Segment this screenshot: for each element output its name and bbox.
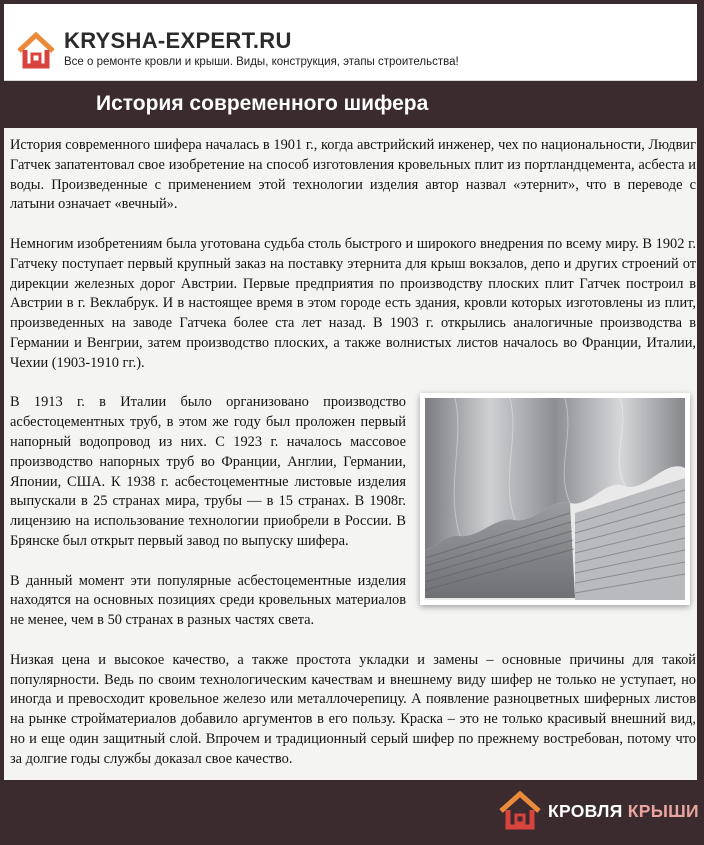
article-paragraph-3: В 1913 г. в Италии было организовано производство асбестоцементных труб, в этом же году был проложен первый напорный водопровод из них. С 1923 г. началось массовое производство напорных труб во Франции, Англии, Германии, Японии, США. К 1938 г. асбестоцементные листовые изделия выпускали в 25 странах мира, трубы — в 15 странах. В 1908г. лицензию на использование технологии приобрели в России. В Брянске был открыт первый завод по выпуску шифера. xyxy=(10,394,406,549)
footer-brand-part1: КРОВЛЯ xyxy=(548,801,623,821)
page-title: История современного шифера xyxy=(96,92,429,115)
article-text xyxy=(10,136,696,789)
article-paragraph-1: История современного шифера началась в 1901 г., когда австрийский инженер, чех по национальности, Людвиг Гатчек запатентовал свое изобретение на способ изготовления кровельных плит из портландцемента, асбеста и воды. Произведенные с применением этой технологии изделия автор назвал «этернит», что в переводе с латыни означает «вечный». xyxy=(10,137,696,213)
site-header xyxy=(4,4,697,81)
site-name[interactable]: KRYSHA-EXPERT.RU xyxy=(64,28,292,53)
footer-brand-part2: КРЫШИ xyxy=(627,801,699,821)
footer-brand[interactable] xyxy=(548,801,699,822)
article-content xyxy=(4,128,697,780)
corrugated-slate-sheets-image xyxy=(420,393,690,605)
article-paragraph-5: Низкая цена и высокое качество, а также простота укладки и замены – основные причины для такой популярности. Ведь по своим технологическим качествам и внешнему виду шифер не только не уступает, но иногда и превосходит кровельное железо или металлочерепицу. А появление разноцветных шиферных листов на рынке стройматериалов добавило аргументов в его пользу. Краска – это не только красивый внешний вид, но и еще один защитный слой. Впрочем и традиционный серый шифер по прежнему востребован, потому что за долгие годы службы доказал свое качество. xyxy=(10,651,696,767)
house-roof-icon[interactable] xyxy=(16,30,56,70)
house-roof-icon[interactable] xyxy=(498,789,542,831)
site-tagline: Все о ремонте кровли и крыши. Виды, конструкция, этапы строительства! xyxy=(64,56,459,68)
article-paragraph-2: Немногим изобретениям была уготована судьба столь быстрого и широкого внедрения по всему миру. В 1902 г. Гатчеку поступает первый крупный заказ на поставку этернита для крыш вокзалов, депо и других строений от дирекции железных дорог Австрии. Первые предприятия по производству плоских плит Гатчек построил в Австрии в г. Веклабрук. И в настоящее время в этом городе есть здания, кровли которых изготовлены из плит, произведенных на заводе Гатчека более ста лет назад. В 1903 г. открылись аналогичные производства в Германии и Венгрии, затем производство плоских, а также волнистых листов началось во Франции, Италии, Чехии (1903-1910 гг.). xyxy=(10,235,696,371)
article-paragraph-4: В данный момент эти популярные асбестоцементные изделия находятся на основных позициях среди кровельных материалов не менее, чем в 50 странах в разных частях света. xyxy=(10,572,406,629)
title-bar xyxy=(4,82,575,128)
